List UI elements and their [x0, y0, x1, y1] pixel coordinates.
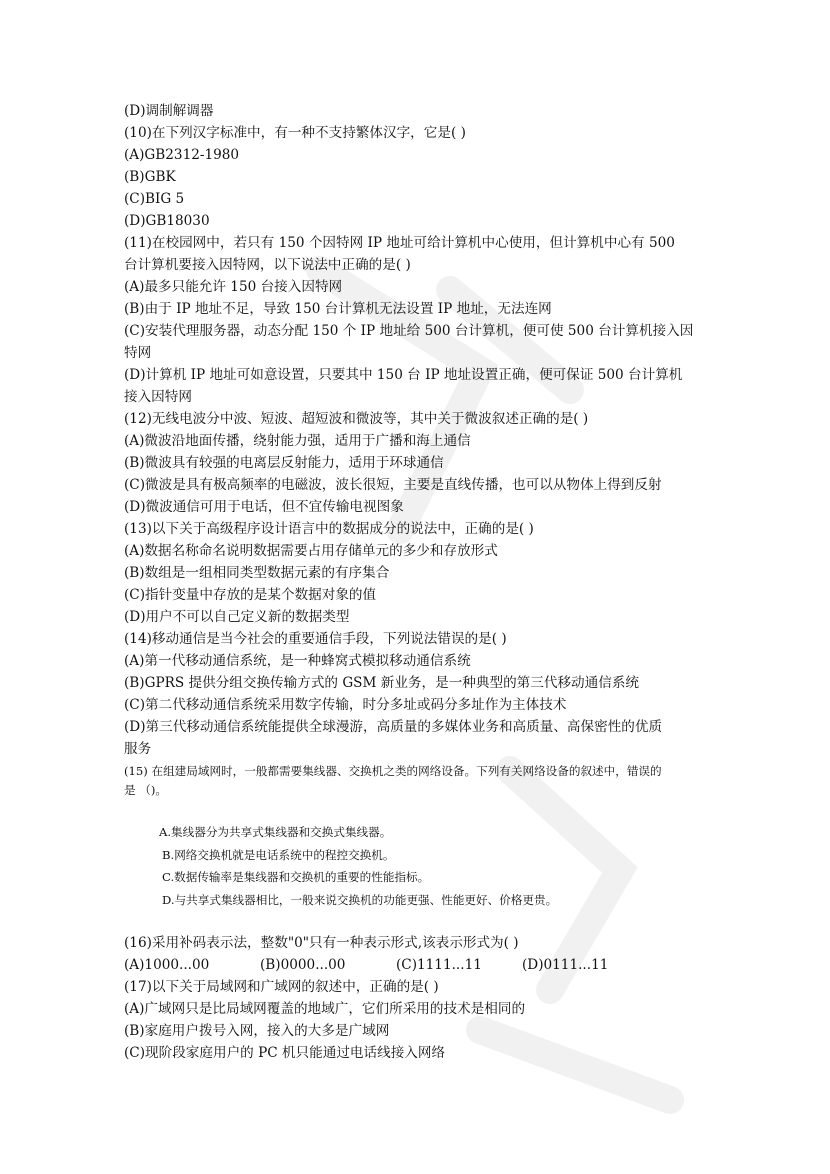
option-line: (B)家庭用户拨号入网，接入的大多是广域网 — [124, 1023, 390, 1039]
q15-option-c: C.数据传输率是集线器和交换机的重要的性能指标。 — [162, 870, 430, 884]
option-line-cont: 特网 — [124, 345, 152, 361]
question-17: (17)以下关于局域网和广域网的叙述中，正确的是( ) — [124, 979, 439, 995]
q15-option-b: B.网络交换机就是电话系统中的程控交换机。 — [162, 848, 395, 862]
option-line: (D)用户不可以自己定义新的数据类型 — [124, 609, 350, 625]
question-16: (16)采用补码表示法，整数"0"只有一种表示形式,该表示形式为( ) — [124, 935, 519, 951]
q16-option-c: (C)1111...11 — [396, 957, 482, 973]
option-line: (A)最多只能允许 150 台接入因特网 — [124, 279, 343, 295]
option-line: (A)数据名称命名说明数据需要占用存储单元的多少和存放形式 — [124, 543, 498, 559]
option-line-cont: 服务 — [124, 741, 152, 757]
option-line: (B)数组是一组相同类型数据元素的有序集合 — [124, 565, 390, 581]
question-12: (12)无线电波分中波、短波、超短波和微波等，其中关于微波叙述正确的是( ) — [124, 411, 589, 427]
option-line: (A)GB2312-1980 — [124, 147, 240, 163]
option-line: (C)微波是具有极高频率的电磁波，波长很短，主要是直线传播，也可以从物体上得到反射 — [124, 477, 662, 493]
option-line: (B)微波具有较强的电离层反射能力，适用于环球通信 — [124, 455, 444, 471]
option-line: (C)BIG 5 — [124, 191, 185, 207]
q16-option-d: (D)0111...11 — [522, 957, 609, 973]
question-15: (15) 在组建局域网时，一般都需要集线器、交换机之类的网络设备。下列有关网络设备的叙述中，错误的 — [124, 764, 662, 778]
q15-option-a: A.集线器分为共享式集线器和交换式集线器。 — [159, 825, 392, 839]
option-line: (C)现阶段家庭用户的 PC 机只能通过电话线接入网络 — [124, 1045, 446, 1061]
option-line: (D)计算机 IP 地址可如意设置，只要其中 150 台 IP 地址设置正确，便可保证 500 台计算机 — [124, 367, 683, 383]
q16-option-b: (B)0000...00 — [260, 957, 346, 973]
option-line: (A)微波沿地面传播，绕射能力强，适用于广播和海上通信 — [124, 433, 471, 449]
q15-option-d: D.与共享式集线器相比，一般来说交换机的功能更强、性能更好、价格更贵。 — [162, 893, 558, 907]
option-line: (D)第三代移动通信系统能提供全球漫游，高质量的多媒体业务和高质量、高保密性的优质 — [124, 719, 663, 735]
question-15-cont: 是 （)。 — [124, 783, 167, 797]
option-line: (D)GB18030 — [124, 213, 210, 229]
option-line-cont: 接入因特网 — [124, 389, 192, 405]
question-10: (10)在下列汉字标准中，有一种不支持繁体汉字，它是( ) — [124, 125, 466, 141]
question-11: (11)在校园网中，若只有 150 个因特网 IP 地址可给计算机中心使用，但计算机中心有 500 — [124, 235, 675, 251]
option-line: (B)GPRS 提供分组交换传输方式的 GSM 新业务，是一种典型的第三代移动通信系统 — [124, 675, 640, 691]
option-line: (B)GBK — [124, 169, 176, 185]
q16-option-a: (A)1000...00 — [124, 957, 210, 973]
option-line: (A)广域网只是比局域网覆盖的地域广，它们所采用的技术是相同的 — [124, 1001, 526, 1017]
question-13: (13)以下关于高级程序设计语言中的数据成分的说法中，正确的是( ) — [124, 521, 534, 537]
option-line: (C)第二代移动通信系统采用数字传输，时分多址或码分多址作为主体技术 — [124, 697, 567, 713]
option-line: (D)微波通信可用于电话，但不宜传输电视图象 — [124, 499, 404, 515]
question-14: (14)移动通信是当今社会的重要通信手段，下列说法错误的是( ) — [124, 631, 507, 647]
question-11-cont: 台计算机要接入因特网，以下说法中正确的是( ) — [124, 257, 411, 273]
option-line: (A)第一代移动通信系统，是一种蜂窝式模拟移动通信系统 — [124, 653, 471, 669]
option-line: (B)由于 IP 地址不足，导致 150 台计算机无法设置 IP 地址，无法连网 — [124, 301, 552, 317]
option-line: (C)指针变量中存放的是某个数据对象的值 — [124, 587, 377, 603]
text-line: (D)调制解调器 — [124, 103, 214, 119]
q16-options-row — [124, 955, 624, 976]
option-line: (C)安装代理服务器，动态分配 150 个 IP 地址给 500 台计算机，便可使 500 台计算机接入因 — [124, 323, 694, 339]
